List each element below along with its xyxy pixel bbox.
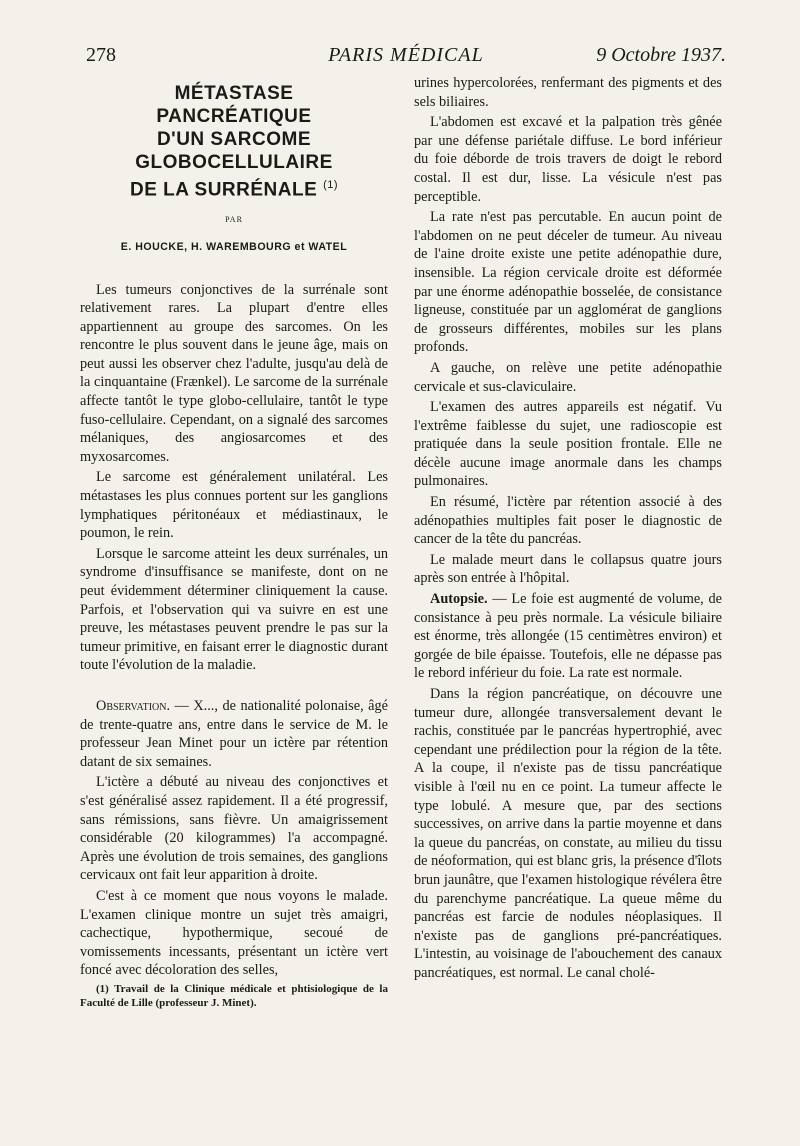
par-label: PAR — [225, 215, 243, 225]
issue-date: 9 Octobre 1937. — [596, 44, 726, 66]
footnote: (1) Travail de la Clinique médicale et phtisiologique de la Faculté de Lille (professeur J. Minet). — [80, 982, 388, 1009]
page-number: 278 — [86, 44, 116, 66]
paragraph: L'abdomen est excavé et la palpation très gênée par une défense pariétale diffuse. Le bord inférieur du foie déborde de trois travers de doigt le rebord costal. Il est dur, lisse. La vésicule n'est pas perceptible. — [414, 114, 722, 205]
paragraph: En résumé, l'ictère par rétention associé à des adénopathies multiples fait poser le diagnostic de cancer de la tête du pancréas. — [414, 494, 722, 548]
paragraph: Dans la région pancréatique, on découvre une tumeur dure, allongée transversalement devant le rachis, constituée par le pancréas hypertrophié, avec cependant une prédilection pour la région de la tête. A la coupe, il n'existe pas de tissu pancréatique visible à l'œil nu en ce point. La tumeur affecte le type lobulé. A mesure que, par des sections successives, on arrive dans la partie moyenne et dans la queue du pancréas, on constate, au milieu du tissu de néoformation, qui est blanc gris, la présence d'îlots brun jaunâtre, que l'examen histologique révélera être du parenchyme pancréatique. La queue même du pancréas est farcie de nodules néoplasiques. Il n'existe pas de ganglions pré-pancréatiques. L'intestin, au voisinage de l'abouchement des canaux pancréatiques, est normal. Le canal cholé- — [414, 686, 722, 981]
paragraph: C'est à ce moment que nous voyons le malade. L'examen clinique montre un sujet très amaigri, cachectique, hypothermique, secoué de vomissements incessants, présentant un ictère vert foncé avec décoloration des selles, — [80, 887, 388, 979]
title-line: MÉTASTASE — [174, 83, 294, 104]
journal-title: PARIS MÉDICAL — [328, 44, 484, 66]
paragraph: urines hypercolorées, renfermant des pigments et des sels biliaires. — [414, 75, 722, 110]
paragraph: L'examen des autres appareils est négatif. Vu l'extrême faiblesse du sujet, une radioscopie est pratiquée dans la seule position frontale. Elle ne décèle aucune image anormale dans les champs pulmonaires. — [414, 399, 722, 490]
left-column — [80, 78, 388, 1012]
right-column — [414, 74, 722, 985]
autopsie-text: — Le foie est augmenté de volume, de consistance à peu près normale. La vésicule biliaire est énorme, très allongée (15 centimètres environ) et gorgée de bile épaisse. Toutefois, elle ne dépasse pas le rebord inférieur du foie. La rate est normale. — [414, 591, 722, 682]
title-line: D'UN SARCOME — [156, 129, 312, 150]
paragraph: Le malade meurt dans le collapsus quatre jours après son entrée à l'hôpital. — [414, 551, 722, 587]
observation-text: — X..., de nationalité polonaise, âgé de trente-quatre ans, entre dans le service de M. le professeur Jean Minet pour un ictère par rétention datant de six semaines. — [80, 697, 388, 770]
title-line — [80, 174, 388, 201]
observation-label: Observation. — [96, 697, 171, 714]
title-line: GLOBOCELLULAIRE — [135, 152, 333, 173]
page-header — [86, 44, 726, 76]
title-line: PANCRÉATIQUE — [156, 106, 312, 127]
paragraph: L'ictère a débuté au niveau des conjonctives et s'est généralisé assez rapidement. Il a été progressif, sans rémissions, sans fièvre. Un amaigrissement considérable (20 kilogrammes) l'a accompagné. Après une évolution de trois semaines, des ganglions cervicaux ont fait leur apparition à droite. — [80, 774, 388, 884]
observation-paragraph — [80, 697, 388, 771]
paragraph: A gauche, on relève une petite adénopathie cervicale et sus-claviculaire. — [414, 359, 722, 395]
paragraph: Lorsque le sarcome atteint les deux surrénales, un syndrome d'insuffisance se manifeste, dont on ne peut évidemment déterminer cliniquement la cause. Parfois, et l'observation qui va suivre en est une preuve, les métastases peuvent prendre le pas sur la tumeur primitive, en faisant errer le diagnostic durant toute l'évolution de la maladie. — [80, 545, 388, 674]
footnote-marker: (1) — [323, 179, 339, 191]
paragraph: Le sarcome est généralement unilatéral. Les métastases les plus connues portent sur les ganglions lymphatiques péritonéaux et médiastinaux, le poumon, le rein. — [80, 469, 388, 542]
paragraph: La rate n'est pas percutable. En aucun point de l'abdomen on ne peut déceler de tumeur. Au niveau de l'aine droite existe une petite adénopathie dure, insensible. La région cervicale droite est déformée par une énorme adénopathie bosselée, de consistance ligneuse, constituée par un agglomérat de ganglions de grosseurs différentes, mobiles sur les plans profonds. — [414, 209, 722, 356]
article-title — [80, 82, 388, 201]
authors: E. HOUCKE, H. WAREMBOURG et WATEL — [120, 240, 348, 253]
paragraph: Les tumeurs conjonctives de la surrénale sont relativement rares. La plupart d'entre elles appartiennent au groupe des sarcomes. On les rencontre le plus souvent dans le jeune âge, mais on peut aussi les observer chez l'adulte, jusqu'au delà de la cinquantaine (Frænkel). Le sarcome de la surrénale affecte tantôt le type globo-cellulaire, tantôt le type fuso-cellulaire. Cependant, on a signalé des sarcomes mélaniques, des angiosarcomes et des myxosarcomes. — [80, 281, 388, 465]
autopsie-label: Autopsie. — [430, 591, 488, 608]
title-line-text: DE LA SURRÉNALE — [129, 179, 318, 201]
autopsie-paragraph — [414, 590, 722, 683]
